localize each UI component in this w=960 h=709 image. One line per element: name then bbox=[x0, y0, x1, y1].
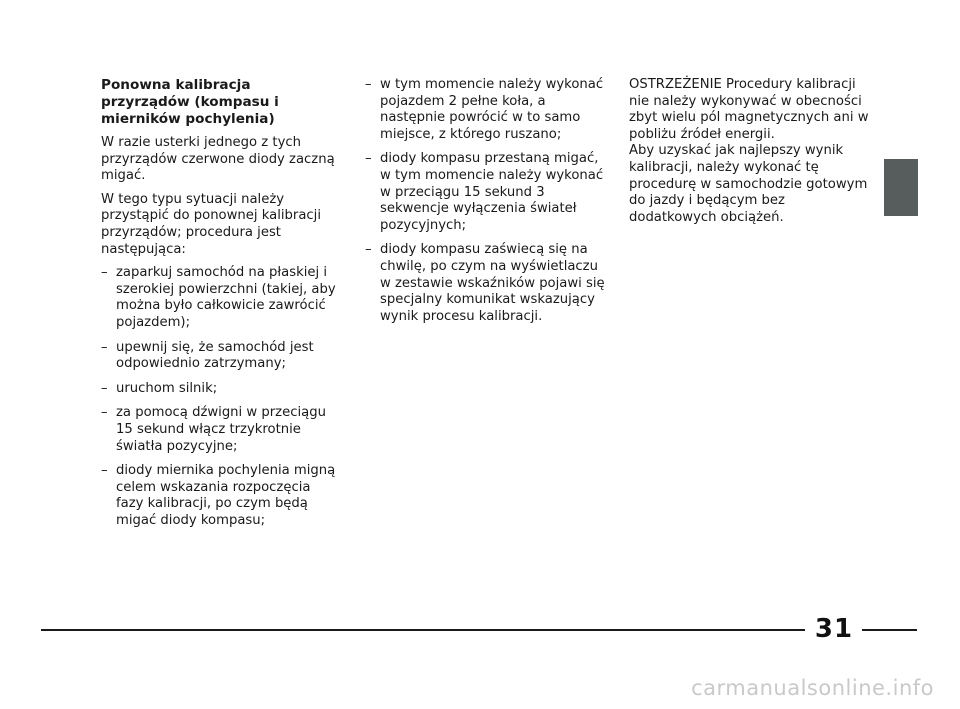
watermark: carmanualsonline.info bbox=[691, 676, 934, 700]
list-item-text: zaparkuj samochód na płaskiej i szerokiej powierzchni (takiej, aby można było całkowicie zawrócić pojazdem); bbox=[116, 265, 336, 330]
list-item bbox=[365, 242, 605, 325]
dash-bullet: – bbox=[101, 265, 108, 281]
column-1 bbox=[101, 77, 341, 537]
dash-bullet: – bbox=[101, 380, 108, 396]
footer-rule-right bbox=[862, 629, 917, 631]
footer-rule-left bbox=[41, 629, 805, 631]
dash-bullet: – bbox=[365, 242, 372, 258]
list-item-text: upewnij się, że samochód jest odpowiednio zatrzymany; bbox=[116, 339, 314, 372]
list-item-text: diody kompasu zaświecą się na chwilę, po czym na wyświetlaczu w zestawie wskaźników pojawi się specjalny komunikat wskazujący wynik procesu kalibracji. bbox=[380, 242, 605, 324]
chapter-tab-marker bbox=[884, 159, 918, 216]
list-item bbox=[365, 151, 605, 234]
list-item-text: diody miernika pochylenia migną celem wskazania rozpoczęcia fazy kalibracji, po czym będą migać diody kompasu; bbox=[116, 463, 336, 528]
warning-text-1: OSTRZEŻENIE Procedury kalibracji nie należy wykonywać w obecności zbyt wielu pól magnetycznych ani w pobliżu źródeł energii. bbox=[629, 77, 869, 142]
dash-bullet: – bbox=[365, 77, 372, 92]
dash-bullet: – bbox=[101, 339, 108, 355]
list-item-text: za pomocą dźwigni w przeciągu 15 sekund włącz trzykrotnie światła pozycyjne; bbox=[116, 405, 326, 454]
list-item bbox=[101, 463, 341, 529]
column-3 bbox=[629, 77, 869, 226]
list-item bbox=[101, 265, 341, 331]
dash-bullet: – bbox=[101, 463, 108, 479]
list-item-text: uruchom silnik; bbox=[116, 380, 218, 396]
list-item bbox=[101, 405, 341, 455]
paragraph-2: W tego typu sytuacji należy przystąpić do ponownej kalibracji przyrządów; procedura jest następująca: bbox=[101, 191, 321, 257]
dash-bullet: – bbox=[101, 405, 108, 421]
list-item-text: diody kompasu przestaną migać, w tym momencie należy wykonać w przeciągu 15 sekund 3 sekwencje wyłączenia świateł pozycyjnych; bbox=[380, 151, 604, 233]
list-item bbox=[365, 77, 605, 143]
dash-bullet: – bbox=[365, 151, 372, 167]
list-item bbox=[101, 381, 341, 398]
paragraph-1: W razie usterki jednego z tych przyrządów czerwone diody zaczną migać. bbox=[101, 135, 335, 184]
page-number: 31 bbox=[814, 614, 854, 644]
warning-note bbox=[629, 77, 869, 226]
list-item bbox=[101, 340, 341, 373]
list-item-text: w tym momencie należy wykonać pojazdem 2 pełne koła, a następnie powrócić w to samo miejsce, z którego ruszano; bbox=[380, 77, 604, 142]
section-heading: Ponowna kalibracja przyrządów (kompasu i mierników pochylenia) bbox=[101, 77, 279, 127]
warning-text-2: Aby uzyskać jak najlepszy wynik kalibracji, należy wykonać tę procedurę w samochodzie gotowym do jazdy i będącym bez dodatkowych obciążeń. bbox=[629, 143, 868, 225]
column-2 bbox=[365, 77, 605, 333]
